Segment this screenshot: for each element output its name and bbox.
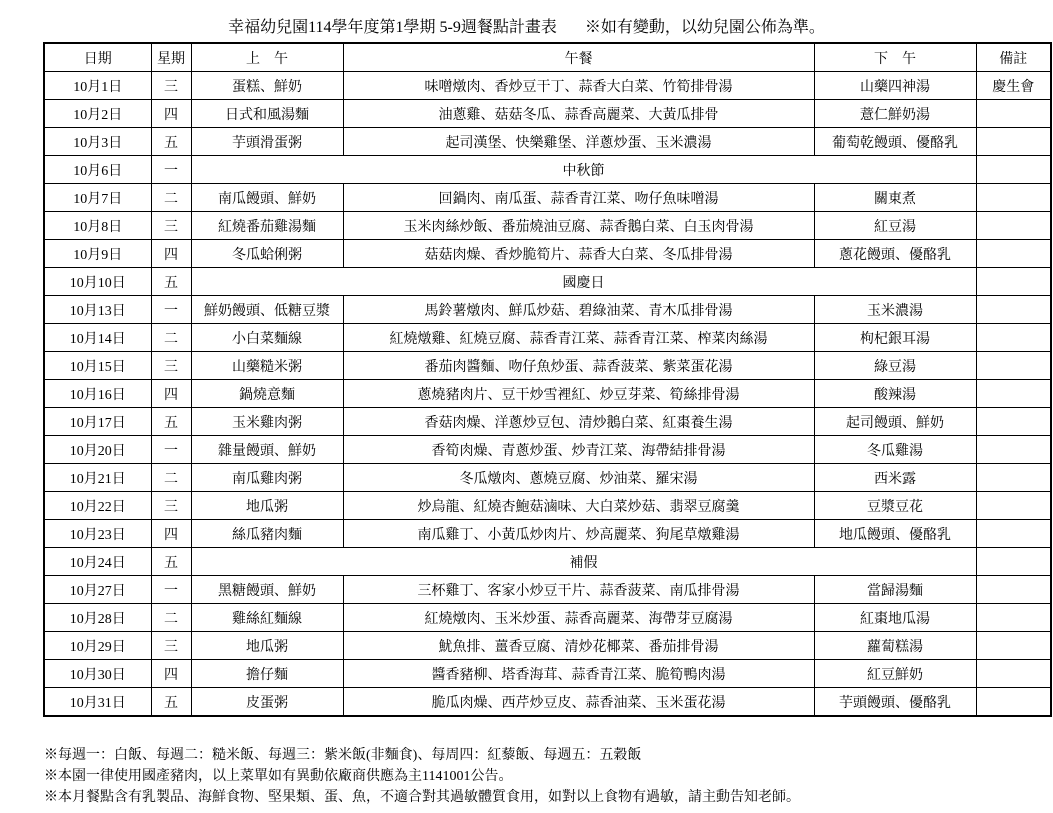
date-cell: 10月14日 <box>44 324 151 352</box>
date-cell: 10月17日 <box>44 408 151 436</box>
table-row <box>44 520 1051 548</box>
morning-snack-cell: 黑糖饅頭、鮮奶 <box>191 576 343 604</box>
table-row <box>44 128 1051 156</box>
lunch-cell: 油蔥雞、菇菇冬瓜、蒜香高麗菜、大黃瓜排骨 <box>343 100 814 128</box>
morning-snack-cell: 日式和風湯麵 <box>191 100 343 128</box>
date-cell: 10月16日 <box>44 380 151 408</box>
table-row <box>44 156 1051 184</box>
afternoon-snack-cell: 綠豆湯 <box>814 352 976 380</box>
morning-snack-cell: 地瓜粥 <box>191 492 343 520</box>
table-row <box>44 72 1051 100</box>
header-date: 日期 <box>44 43 151 72</box>
table-row <box>44 464 1051 492</box>
weekday-cell: 二 <box>151 184 191 212</box>
note-cell <box>976 184 1051 212</box>
weekday-cell: 四 <box>151 660 191 688</box>
weekday-cell: 一 <box>151 436 191 464</box>
note-cell <box>976 156 1051 184</box>
weekday-cell: 五 <box>151 408 191 436</box>
morning-snack-cell: 芋頭滑蛋粥 <box>191 128 343 156</box>
note-cell <box>976 464 1051 492</box>
date-cell: 10月20日 <box>44 436 151 464</box>
lunch-cell: 馬鈴薯燉肉、鮮瓜炒菇、碧綠油菜、青木瓜排骨湯 <box>343 296 814 324</box>
morning-snack-cell: 紅燒番茄雞湯麵 <box>191 212 343 240</box>
page-title-disclaimer: ※如有變動，以幼兒園公佈為準。 <box>584 19 825 36</box>
table-row <box>44 352 1051 380</box>
table-row <box>44 548 1051 576</box>
lunch-cell: 脆瓜肉燥、西芹炒豆皮、蒜香油菜、玉米蛋花湯 <box>343 688 814 717</box>
header-weekday: 星期 <box>151 43 191 72</box>
lunch-cell: 醬香豬柳、塔香海茸、蒜香青江菜、脆筍鴨肉湯 <box>343 660 814 688</box>
lunch-cell: 三杯雞丁、客家小炒豆干片、蒜香菠菜、南瓜排骨湯 <box>343 576 814 604</box>
note-cell <box>976 408 1051 436</box>
morning-snack-cell: 鍋燒意麵 <box>191 380 343 408</box>
weekday-cell: 三 <box>151 632 191 660</box>
holiday-cell: 中秋節 <box>191 156 976 184</box>
note-cell <box>976 632 1051 660</box>
meal-plan-table <box>43 42 1052 717</box>
note-cell <box>976 352 1051 380</box>
date-cell: 10月10日 <box>44 268 151 296</box>
lunch-cell: 南瓜雞丁、小黃瓜炒肉片、炒高麗菜、狗尾草燉雞湯 <box>343 520 814 548</box>
weekday-cell: 二 <box>151 324 191 352</box>
note-cell <box>976 380 1051 408</box>
morning-snack-cell: 地瓜粥 <box>191 632 343 660</box>
date-cell: 10月30日 <box>44 660 151 688</box>
morning-snack-cell: 山藥糙米粥 <box>191 352 343 380</box>
weekday-cell: 五 <box>151 128 191 156</box>
note-cell <box>976 604 1051 632</box>
weekday-cell: 四 <box>151 100 191 128</box>
date-cell: 10月21日 <box>44 464 151 492</box>
table-row <box>44 436 1051 464</box>
footer-note-allergy: ※本月餐點含有乳製品、海鮮食物、堅果類、蛋、魚，不適合對其過敏體質食用，如對以上食物有過敏，請主動告知老師。 <box>44 790 800 805</box>
footer-note-pork-origin: ※本園一律使用國產豬肉，以上菜單如有異動依廠商供應為主1141001公告。 <box>44 769 513 784</box>
morning-snack-cell: 鮮奶饅頭、低糖豆漿 <box>191 296 343 324</box>
lunch-cell: 玉米肉絲炒飯、番茄燒油豆腐、蒜香鵝白菜、白玉肉骨湯 <box>343 212 814 240</box>
date-cell: 10月13日 <box>44 296 151 324</box>
morning-snack-cell: 南瓜雞肉粥 <box>191 464 343 492</box>
date-cell: 10月22日 <box>44 492 151 520</box>
lunch-cell: 味噌燉肉、香炒豆干丁、蒜香大白菜、竹筍排骨湯 <box>343 72 814 100</box>
afternoon-snack-cell: 蔥花饅頭、優酪乳 <box>814 240 976 268</box>
note-cell <box>976 268 1051 296</box>
header-morning: 上 午 <box>191 43 343 72</box>
weekday-cell: 四 <box>151 240 191 268</box>
afternoon-snack-cell: 枸杞銀耳湯 <box>814 324 976 352</box>
lunch-cell: 冬瓜燉肉、蔥燒豆腐、炒油菜、羅宋湯 <box>343 464 814 492</box>
date-cell: 10月2日 <box>44 100 151 128</box>
date-cell: 10月3日 <box>44 128 151 156</box>
morning-snack-cell: 擔仔麵 <box>191 660 343 688</box>
lunch-cell: 紅燒燉肉、玉米炒蛋、蒜香高麗菜、海帶芽豆腐湯 <box>343 604 814 632</box>
date-cell: 10月6日 <box>44 156 151 184</box>
morning-snack-cell: 雞絲紅麵線 <box>191 604 343 632</box>
date-cell: 10月7日 <box>44 184 151 212</box>
menu-table-body <box>44 72 1051 717</box>
lunch-cell: 番茄肉醬麵、吻仔魚炒蛋、蒜香菠菜、紫菜蛋花湯 <box>343 352 814 380</box>
note-cell <box>976 436 1051 464</box>
date-cell: 10月31日 <box>44 688 151 717</box>
afternoon-snack-cell: 當歸湯麵 <box>814 576 976 604</box>
date-cell: 10月9日 <box>44 240 151 268</box>
note-cell <box>976 324 1051 352</box>
weekday-cell: 三 <box>151 352 191 380</box>
table-row <box>44 212 1051 240</box>
table-row <box>44 184 1051 212</box>
table-row <box>44 632 1051 660</box>
morning-snack-cell: 絲瓜豬肉麵 <box>191 520 343 548</box>
morning-snack-cell: 蛋糕、鮮奶 <box>191 72 343 100</box>
afternoon-snack-cell: 地瓜饅頭、優酪乳 <box>814 520 976 548</box>
lunch-cell: 香筍肉燥、青蔥炒蛋、炒青江菜、海帶結排骨湯 <box>343 436 814 464</box>
page-title-text: 幸福幼兒園114學年度第1學期 5-9週餐點計畫表 <box>228 19 557 36</box>
afternoon-snack-cell: 芋頭饅頭、優酪乳 <box>814 688 976 717</box>
afternoon-snack-cell: 薏仁鮮奶湯 <box>814 100 976 128</box>
afternoon-snack-cell: 玉米濃湯 <box>814 296 976 324</box>
lunch-cell: 魷魚排、薑香豆腐、清炒花椰菜、番茄排骨湯 <box>343 632 814 660</box>
afternoon-snack-cell: 豆漿豆花 <box>814 492 976 520</box>
afternoon-snack-cell: 冬瓜雞湯 <box>814 436 976 464</box>
weekday-cell: 一 <box>151 156 191 184</box>
holiday-cell: 補假 <box>191 548 976 576</box>
page-title <box>0 14 1053 37</box>
table-row <box>44 296 1051 324</box>
table-row <box>44 100 1051 128</box>
table-row <box>44 492 1051 520</box>
holiday-cell: 國慶日 <box>191 268 976 296</box>
table-row <box>44 240 1051 268</box>
afternoon-snack-cell: 葡萄乾饅頭、優酪乳 <box>814 128 976 156</box>
date-cell: 10月15日 <box>44 352 151 380</box>
footer-notes <box>44 745 1044 808</box>
afternoon-snack-cell: 酸辣湯 <box>814 380 976 408</box>
date-cell: 10月24日 <box>44 548 151 576</box>
lunch-cell: 起司漢堡、快樂雞堡、洋蔥炒蛋、玉米濃湯 <box>343 128 814 156</box>
table-row <box>44 324 1051 352</box>
table-row <box>44 660 1051 688</box>
table-row <box>44 604 1051 632</box>
morning-snack-cell: 南瓜饅頭、鮮奶 <box>191 184 343 212</box>
lunch-cell: 菇菇肉燥、香炒脆筍片、蒜香大白菜、冬瓜排骨湯 <box>343 240 814 268</box>
lunch-cell: 回鍋肉、南瓜蛋、蒜香青江菜、吻仔魚味噌湯 <box>343 184 814 212</box>
weekday-cell: 三 <box>151 492 191 520</box>
lunch-cell: 炒烏龍、紅燒杏鮑菇滷味、大白菜炒菇、翡翠豆腐羹 <box>343 492 814 520</box>
table-row <box>44 408 1051 436</box>
morning-snack-cell: 皮蛋粥 <box>191 688 343 717</box>
date-cell: 10月28日 <box>44 604 151 632</box>
table-row <box>44 688 1051 717</box>
note-cell: 慶生會 <box>976 72 1051 100</box>
afternoon-snack-cell: 起司饅頭、鮮奶 <box>814 408 976 436</box>
note-cell <box>976 240 1051 268</box>
lunch-cell: 紅燒燉雞、紅燒豆腐、蒜香青江菜、蒜香青江菜、榨菜肉絲湯 <box>343 324 814 352</box>
weekday-cell: 三 <box>151 212 191 240</box>
morning-snack-cell: 玉米雞肉粥 <box>191 408 343 436</box>
weekday-cell: 五 <box>151 548 191 576</box>
afternoon-snack-cell: 山藥四神湯 <box>814 72 976 100</box>
date-cell: 10月29日 <box>44 632 151 660</box>
note-cell <box>976 128 1051 156</box>
date-cell: 10月27日 <box>44 576 151 604</box>
note-cell <box>976 520 1051 548</box>
weekday-cell: 四 <box>151 520 191 548</box>
note-cell <box>976 100 1051 128</box>
note-cell <box>976 492 1051 520</box>
morning-snack-cell: 冬瓜蛤俐粥 <box>191 240 343 268</box>
table-row <box>44 576 1051 604</box>
note-cell <box>976 212 1051 240</box>
afternoon-snack-cell: 西米露 <box>814 464 976 492</box>
note-cell <box>976 688 1051 717</box>
table-row <box>44 268 1051 296</box>
header-note: 備註 <box>976 43 1051 72</box>
note-cell <box>976 660 1051 688</box>
header-row <box>44 43 1051 72</box>
header-afternoon: 下 午 <box>814 43 976 72</box>
table-row <box>44 380 1051 408</box>
afternoon-snack-cell: 蘿蔔糕湯 <box>814 632 976 660</box>
note-cell <box>976 296 1051 324</box>
afternoon-snack-cell: 紅棗地瓜湯 <box>814 604 976 632</box>
weekday-cell: 一 <box>151 296 191 324</box>
weekday-cell: 五 <box>151 268 191 296</box>
date-cell: 10月23日 <box>44 520 151 548</box>
header-lunch: 午餐 <box>343 43 814 72</box>
weekday-cell: 四 <box>151 380 191 408</box>
lunch-cell: 蔥燒豬肉片、豆干炒雪裡紅、炒豆芽菜、筍絲排骨湯 <box>343 380 814 408</box>
weekday-cell: 二 <box>151 464 191 492</box>
morning-snack-cell: 小白菜麵線 <box>191 324 343 352</box>
date-cell: 10月1日 <box>44 72 151 100</box>
note-cell <box>976 576 1051 604</box>
lunch-cell: 香菇肉燥、洋蔥炒豆包、清炒鵝白菜、紅棗養生湯 <box>343 408 814 436</box>
date-cell: 10月8日 <box>44 212 151 240</box>
weekday-cell: 三 <box>151 72 191 100</box>
footer-note-rice-schedule: ※每週一：白飯、每週二：糙米飯、每週三：紫米飯(非麵食)、每周四：紅藜飯、每週五：五穀飯 <box>44 748 642 763</box>
weekday-cell: 五 <box>151 688 191 717</box>
morning-snack-cell: 雜量饅頭、鮮奶 <box>191 436 343 464</box>
afternoon-snack-cell: 紅豆湯 <box>814 212 976 240</box>
afternoon-snack-cell: 紅豆鮮奶 <box>814 660 976 688</box>
afternoon-snack-cell: 關東煮 <box>814 184 976 212</box>
weekday-cell: 二 <box>151 604 191 632</box>
note-cell <box>976 548 1051 576</box>
weekday-cell: 一 <box>151 576 191 604</box>
